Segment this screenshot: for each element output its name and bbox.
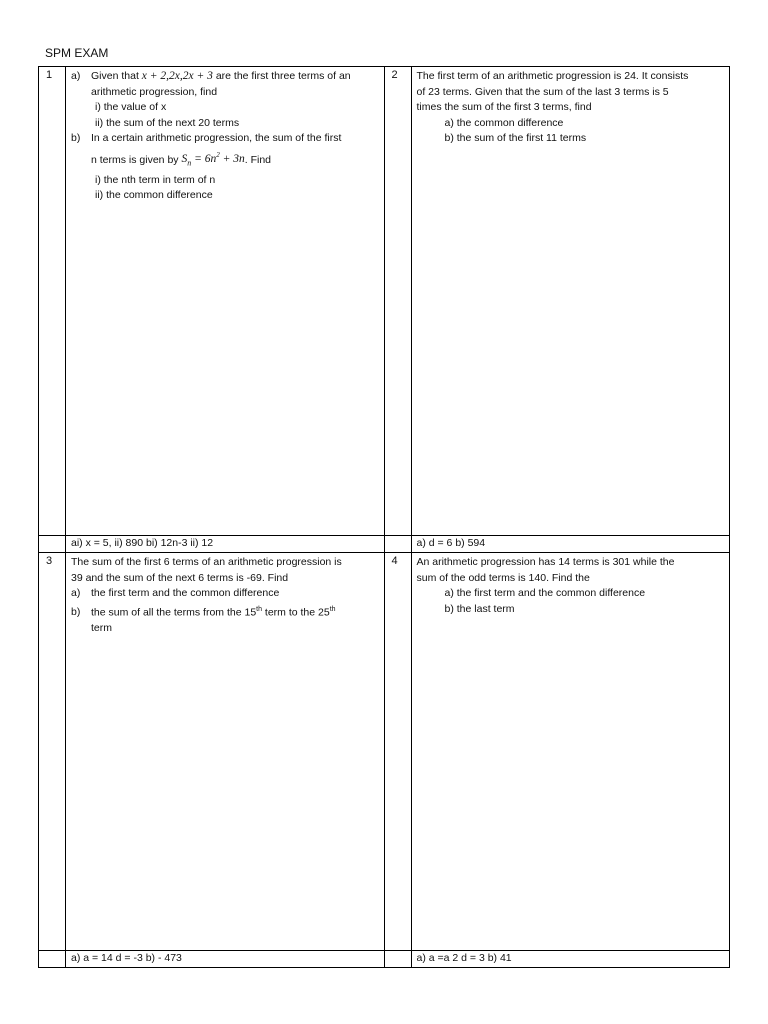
question-2-part-a: a) the common difference	[444, 116, 564, 129]
question-4-part-b: b) the last term	[444, 602, 515, 615]
part-label: a)	[71, 587, 81, 599]
question-3-part-a	[71, 586, 380, 602]
question-2-answer: a) d = 6 b) 594	[411, 536, 730, 553]
exam-question-table	[38, 66, 730, 968]
question-3-body	[66, 553, 385, 951]
question-1b-line2	[71, 147, 380, 173]
question-3b-text-mid: term to the 25	[262, 606, 330, 618]
question-1a-part-ii: ii) the sum of the next 20 terms	[95, 116, 240, 129]
question-2-body	[411, 67, 730, 536]
formula-tail: + 3n	[222, 153, 245, 166]
question-2-line1: The first term of an arithmetic progression is 24. It consists	[416, 70, 689, 82]
question-3-part-b	[71, 602, 380, 621]
formula-exponent: 2	[216, 151, 220, 160]
question-1-body	[66, 67, 385, 536]
question-1-number: 1	[46, 69, 53, 81]
question-number-cell	[384, 67, 411, 536]
part-label: a)	[71, 70, 81, 82]
question-number-cell	[384, 553, 411, 951]
question-1a-expression: x + 2,2x,2x + 3	[141, 70, 213, 82]
question-1-answer: ai) x = 5, ii) 890 bi) 12n-3 ii) 12	[66, 536, 385, 553]
formula-subscript: n	[187, 158, 192, 168]
question-number-cell	[39, 67, 66, 536]
question-4-number: 4	[391, 555, 398, 567]
question-1b-formula	[181, 151, 245, 168]
question-number-cell	[39, 553, 66, 951]
question-1b-part-i: i) the nth term in term of n	[95, 173, 216, 186]
question-1b-line1	[71, 131, 380, 147]
document-title: SPM EXAM	[45, 46, 109, 60]
question-4-line1: An arithmetic progression has 14 terms is 301 while the	[416, 556, 675, 568]
question-3-answer: a) a = 14 d = -3 b) - 473	[66, 951, 385, 968]
question-3-part-b-cont: term	[91, 621, 112, 634]
question-4-line2: sum of the odd terms is 140. Find the	[416, 571, 590, 584]
part-label: b)	[71, 132, 81, 144]
answer-spacer-cell	[39, 536, 66, 553]
question-1b-text-post: . Find	[244, 153, 272, 166]
answer-spacer-cell	[384, 536, 411, 553]
ordinal-suffix: th	[329, 605, 336, 613]
question-2-line3: times the sum of the first 3 terms, find	[416, 101, 592, 113]
question-3-number: 3	[46, 555, 53, 567]
question-1a-text: Given that	[91, 70, 139, 82]
question-2-line2: of 23 terms. Given that the sum of the last 3 terms is 5	[416, 85, 669, 98]
question-1a-line2: arithmetic progression, find	[91, 85, 218, 98]
question-1b-text-pre: n terms is given by	[91, 153, 179, 166]
question-1b-text: In a certain arithmetic progression, the sum of the first	[91, 132, 342, 144]
question-3a-text: the first term and the common difference	[91, 587, 280, 599]
question-3b-text: the sum of all the terms from the 15	[91, 606, 257, 618]
question-3-line2: 39 and the sum of the next 6 terms is -69. Find	[71, 571, 289, 584]
answer-spacer-cell	[39, 951, 66, 968]
question-1a-line1	[71, 69, 380, 85]
question-1a-part-i: i) the value of x	[95, 101, 167, 113]
question-4-part-a: a) the first term and the common difference	[444, 587, 646, 599]
question-1b-part-ii: ii) the common difference	[95, 189, 213, 202]
ordinal-suffix: th	[256, 605, 262, 613]
question-4-answer: a) a =a 2 d = 3 b) 41	[411, 951, 730, 968]
question-2-part-b: b) the sum of the first 11 terms	[444, 132, 587, 144]
question-3-line1: The sum of the first 6 terms of an arithmetic progression is	[71, 556, 342, 568]
question-4-body	[411, 553, 730, 951]
question-2-number: 2	[391, 69, 398, 81]
formula-rhs: = 6n	[194, 153, 217, 166]
part-label: b)	[71, 606, 81, 618]
formula-symbol: S	[181, 153, 188, 166]
question-1a-text-post: are the first three terms of an	[215, 70, 351, 82]
answer-spacer-cell	[384, 951, 411, 968]
